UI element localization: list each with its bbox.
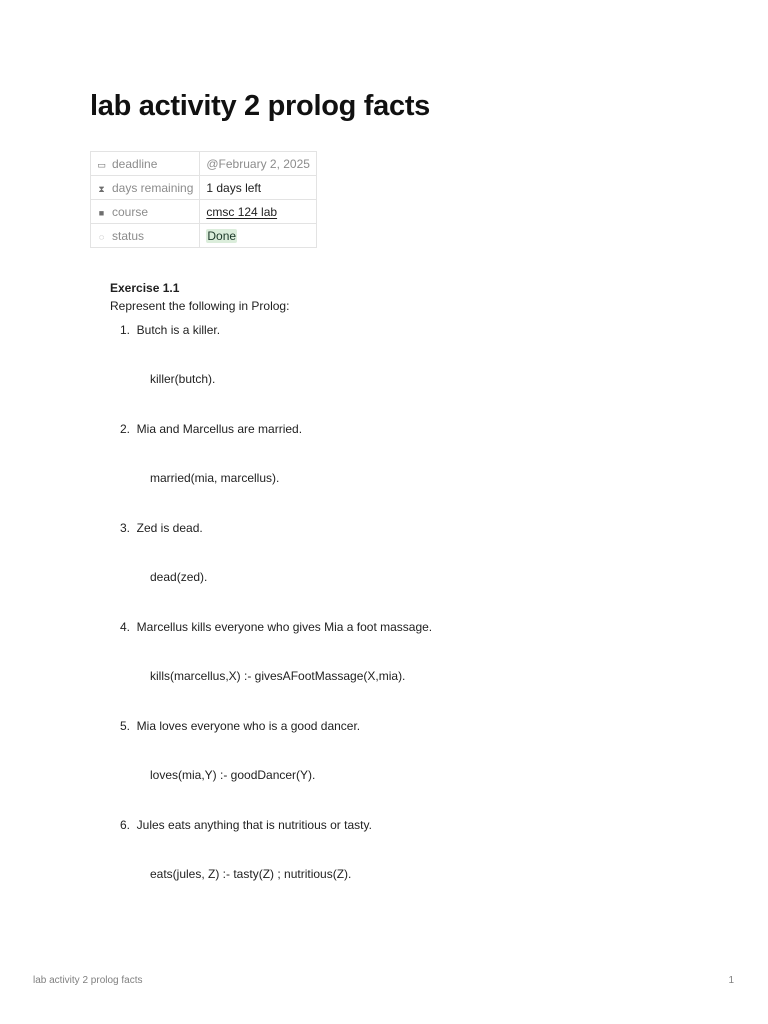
prolog-code: kills(marcellus,X) :- givesAFootMassage(X,mia).	[150, 669, 406, 683]
property-row-course	[91, 200, 317, 224]
deadline-date: @February 2, 2025	[206, 156, 310, 171]
prolog-code: eats(jules, Z) :- tasty(Z) ; nutritious(Z).	[150, 867, 352, 881]
item-statement: Butch is a killer.	[136, 323, 221, 337]
item-statement: Mia and Marcellus are married.	[136, 422, 303, 436]
exercise-heading: Exercise 1.1	[110, 281, 180, 295]
property-row-days-remaining	[91, 176, 317, 200]
item-statement-line	[110, 421, 670, 438]
property-key	[91, 176, 200, 200]
property-value-cell[interactable]	[200, 176, 317, 200]
status-icon: ◌	[98, 231, 105, 242]
course-link[interactable]: cmsc 124 lab	[206, 204, 278, 219]
item-number: 3.	[119, 521, 130, 535]
item-statement: Zed is dead.	[136, 521, 203, 535]
prolog-code: killer(butch).	[150, 372, 216, 386]
item-statement-line	[110, 718, 670, 735]
property-key	[91, 152, 200, 176]
item-number: 5.	[119, 719, 130, 733]
exercise-intro: Represent the following in Prolog:	[110, 299, 290, 313]
days-remaining-value: 1 days left	[206, 180, 262, 195]
property-key	[91, 200, 200, 224]
item-statement: Marcellus kills everyone who gives Mia a foot massage.	[136, 620, 433, 634]
item-statement-line	[110, 322, 670, 339]
list-item	[110, 718, 670, 784]
list-item	[110, 817, 670, 883]
property-key	[91, 224, 200, 248]
property-value-cell[interactable]	[200, 224, 317, 248]
property-key-label: days remaining	[112, 180, 194, 195]
property-key-label: status	[112, 228, 145, 243]
item-statement-line	[110, 817, 670, 834]
item-number: 1.	[119, 323, 130, 337]
list-item	[110, 322, 670, 388]
item-number: 6.	[119, 818, 130, 832]
property-value-cell[interactable]	[200, 200, 317, 224]
item-statement-line	[110, 619, 670, 636]
property-key-label: course	[112, 204, 149, 219]
list-item	[110, 520, 670, 586]
item-statement: Mia loves everyone who is a good dancer.	[136, 719, 361, 733]
list-item	[110, 619, 670, 685]
prolog-code: married(mia, marcellus).	[150, 471, 280, 485]
exercise-list	[110, 322, 670, 883]
item-statement: Jules eats anything that is nutritious or tasty.	[136, 818, 372, 832]
page-title: lab activity 2 prolog facts	[90, 90, 430, 122]
item-statement-line	[110, 520, 670, 537]
status-badge: Done	[207, 228, 237, 243]
calendar-icon: ▭	[97, 159, 106, 170]
relation-icon: ■	[98, 207, 105, 218]
page-content	[110, 280, 670, 916]
property-row-status	[91, 224, 317, 248]
prolog-code: dead(zed).	[150, 570, 208, 584]
property-value-cell[interactable]	[200, 152, 317, 176]
hourglass-icon: ⧗	[98, 183, 105, 194]
prolog-code: loves(mia,Y) :- goodDancer(Y).	[150, 768, 316, 782]
property-row-deadline	[91, 152, 317, 176]
page-number: 1	[728, 975, 734, 986]
item-number: 4.	[119, 620, 130, 634]
list-item	[110, 421, 670, 487]
properties-table	[90, 151, 317, 248]
property-key-label: deadline	[112, 156, 158, 171]
item-number: 2.	[119, 422, 130, 436]
footer-title: lab activity 2 prolog facts	[33, 975, 143, 986]
